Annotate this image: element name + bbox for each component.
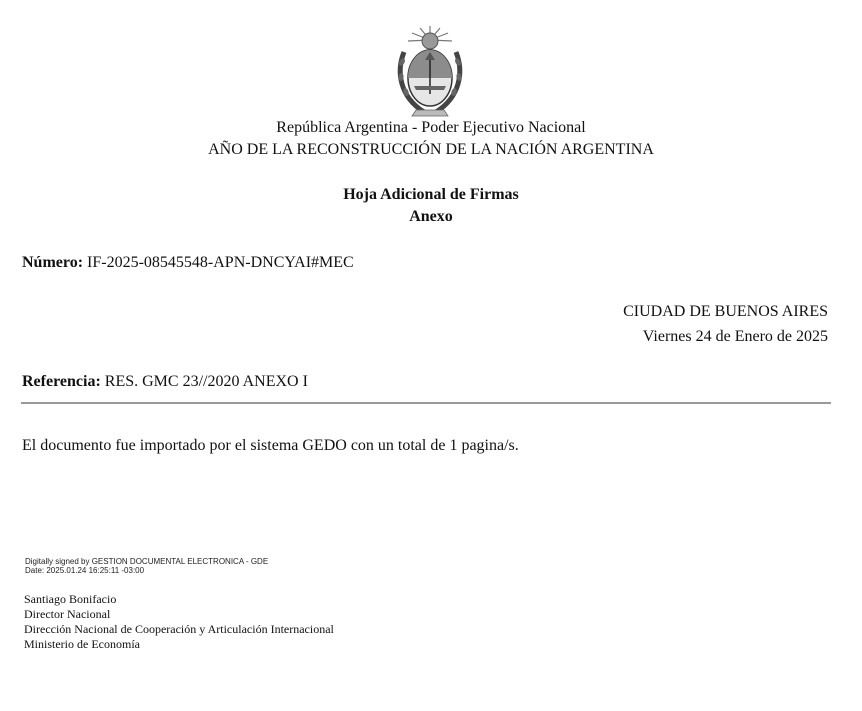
divider [21, 402, 831, 404]
digital-signature-line: Digitally signed by GESTION DOCUMENTAL ELECTRONICA - GDE [25, 557, 269, 566]
reference-label: Referencia: [22, 373, 101, 390]
document-title: Hoja Adicional de Firmas [343, 186, 519, 203]
signer-block [24, 592, 334, 652]
coat-of-arms-icon [390, 22, 470, 120]
reference-value: RES. GMC 23//2020 ANEXO I [104, 373, 308, 390]
signer-office: Dirección Nacional de Cooperación y Articulación Internacional [24, 622, 334, 636]
document-date: Viernes 24 de Enero de 2025 [642, 328, 828, 345]
document-reference [22, 373, 308, 391]
header-year-motto: AÑO DE LA RECONSTRUCCIÓN DE LA NACIÓN ARGENTINA [208, 141, 654, 158]
document-number [22, 254, 354, 272]
signer-name: Santiago Bonifacio [24, 592, 117, 606]
header-republic: República Argentina - Poder Ejecutivo Nacional [276, 119, 586, 136]
body-text: El documento fue importado por el sistema GEDO con un total de 1 pagina/s. [22, 437, 519, 454]
signer-role: Director Nacional [24, 607, 111, 621]
digital-signature-date: Date: 2025.01.24 16:25:11 -03:00 [25, 566, 145, 575]
document-place: CIUDAD DE BUENOS AIRES [623, 303, 828, 320]
document-number-value: IF-2025-08545548-APN-DNCYAI#MEC [87, 254, 354, 271]
digital-signature-stamp [25, 557, 268, 575]
signer-ministry: Ministerio de Economía [24, 637, 140, 651]
document-number-label: Número: [22, 254, 84, 271]
document-subtitle: Anexo [409, 208, 453, 225]
